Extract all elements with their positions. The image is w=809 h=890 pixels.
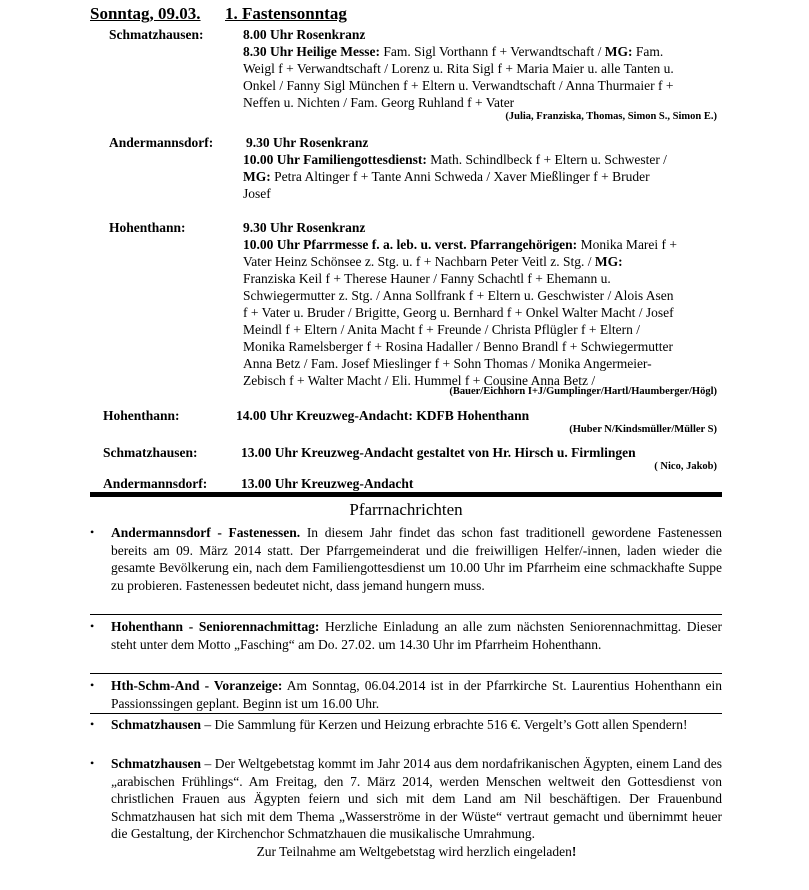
item-divider bbox=[90, 713, 722, 714]
news-item bbox=[90, 524, 722, 594]
mass-intentions: Anna Betz / Fam. Josef Mieslinger f + Sohn Thomas / Monika Angermeier- bbox=[243, 356, 652, 371]
sunday-header bbox=[90, 4, 347, 24]
news-item-text: – Die Sammlung für Kerzen und Heizung erbrachte 516 €. Vergelt’s Gott allen Spendern! bbox=[201, 717, 688, 732]
mass-intentions: Zebisch f + Walter Macht / Eli. Hummel f + Cousine Anna Betz / bbox=[243, 373, 596, 388]
ministrants-list: (Huber N/Kindsmüller/Müller S) bbox=[569, 424, 717, 435]
mass-intentions: Vater Heinz Schönsee z. Stg. u. f + Nachbarn Peter Veitl z. Stg. / bbox=[243, 254, 595, 269]
mass-intentions: Franziska Keil f + Therese Hauner / Fanny Schachtl f + Ehemann u. bbox=[243, 271, 611, 286]
ministrants-list: (Julia, Franziska, Thomas, Simon S., Simon E.) bbox=[505, 111, 717, 122]
way-of-cross-andermannsdorf: 13.00 Uhr Kreuzweg-Andacht bbox=[241, 476, 414, 491]
news-item bbox=[90, 618, 722, 653]
bullet-icon: • bbox=[90, 678, 95, 692]
mass-intentions: Fam. Sigl Vorthann f + Verwandtschaft / bbox=[379, 44, 605, 59]
news-item-text: In diesem Jahr findet das schon fast traditionell gewordene Fastenessen bereits am 09. März 2014 statt. Der Pfarrgemeinderat und die freiwilligen Helfer/-innen, laden wieder die gesamte Bevölkerung ein, nach dem Familiengottesdienst um 10.00 Uhr im Pfarrheim eine schmackhafte Suppe zu probieren. Fastenessen bedeutet nicht, dass jemand hungern muss. bbox=[111, 525, 722, 593]
mass-intentions: Weigl f + Verwandtschaft / Lorenz u. Rita Sigl f + Maria Maier u. alle Tanten u. bbox=[243, 61, 674, 76]
mg-label: MG: bbox=[604, 44, 633, 59]
location-schmatzhausen: Schmatzhausen: bbox=[103, 445, 198, 460]
rosary-time: 9.30 Uhr Rosenkranz bbox=[243, 220, 366, 235]
news-item bbox=[90, 716, 722, 734]
news-item-text: Herzliche Einladung an alle zum nächsten Seniorennachmittag. Dieser steht unter dem Motto „Fasching“ am Do. 27.02. um 14.30 Uhr im Pfarrheim Hohenthann. bbox=[111, 619, 722, 652]
rosary-time: 9.30 Uhr Rosenkranz bbox=[246, 135, 369, 150]
mass-intentions: Josef bbox=[243, 186, 271, 201]
news-item-heading: Andermannsdorf - Fastenessen. bbox=[111, 525, 301, 540]
event-block-schmatzhausen bbox=[243, 26, 723, 111]
ministrants-list: ( Nico, Jakob) bbox=[654, 461, 717, 472]
bullet-icon: • bbox=[90, 525, 95, 539]
header-date: Sonntag, 09.03. bbox=[90, 4, 201, 23]
news-item-heading: Schmatzhausen bbox=[111, 717, 202, 732]
section-divider bbox=[90, 492, 722, 497]
header-title: 1. Fastensonntag bbox=[225, 4, 347, 23]
news-item-text: – Der Weltgebetstag kommt im Jahr 2014 aus dem nordafrikanischen Ägypten, einem Land des „arabischen Frühlings“. Am Freitag, den 7. März 2014, werden Menschen weltweit den Gottesdienst von christlichen Frauen aus Ägypten feiern und sich mit dem Land am Nil beschäftigen. Der Frauenbund Schmatzhausen hat sich mit dem Thema „Wasserströme in der Wüste“ vertraut gemacht und übernimmt heuer die Gestaltung, der Kirchenchor Schmatzhauen die musikalische Umrahmung. bbox=[111, 756, 722, 841]
mass-intentions: Schwiegermutter z. Stg. / Anna Sollfrank f + Eltern u. Geschwister / Alois Asen bbox=[243, 288, 674, 303]
bullet-icon: • bbox=[90, 619, 95, 633]
rosary-time: 8.00 Uhr Rosenkranz bbox=[243, 27, 366, 42]
news-item bbox=[90, 755, 722, 860]
mass-intentions: Math. Schindlbeck f + Eltern u. Schwester / bbox=[426, 152, 667, 167]
mass-intentions: Monika Marei f + bbox=[577, 237, 678, 252]
news-item bbox=[90, 677, 722, 712]
mass-intentions: Fam. bbox=[632, 44, 664, 59]
location-andermannsdorf: Andermannsdorf: bbox=[103, 476, 208, 491]
location-hohenthann: Hohenthann: bbox=[109, 220, 186, 235]
mass-intentions: Neffen u. Nichten / Fam. Georg Ruhland f + Vater bbox=[243, 95, 515, 110]
mass-intentions: Onkel / Fanny Sigl München f + Eltern u. Verwandtschaft / Anna Thurmaier f + bbox=[243, 78, 674, 93]
event-block-hohenthann bbox=[243, 219, 723, 389]
way-of-cross-schmatzhausen: 13.00 Uhr Kreuzweg-Andacht gestaltet von Hr. Hirsch u. Firmlingen bbox=[241, 445, 636, 460]
way-of-cross-hohenthann: 14.00 Uhr Kreuzweg-Andacht: KDFB Hohenthann bbox=[236, 408, 530, 423]
mass-intentions: f + Vater u. Bruder / Brigitte, Georg u. Bernhard f + Onkel Walter Macht / Josef bbox=[243, 305, 674, 320]
news-item-heading: Schmatzhausen bbox=[111, 756, 202, 771]
closing-mark: ! bbox=[571, 843, 577, 859]
news-item-heading: Hth-Schm-And - Voranzeige: bbox=[111, 678, 283, 693]
closing-text: Zur Teilnahme am Weltgebetstag wird herzlich eingeladen bbox=[256, 843, 572, 859]
mg-label: MG: bbox=[594, 254, 623, 269]
mass-heading: 10.00 Uhr Pfarrmesse f. a. leb. u. verst. Pfarrangehörigen: bbox=[243, 237, 578, 252]
item-divider bbox=[90, 673, 722, 674]
location-schmatzhausen: Schmatzhausen: bbox=[109, 27, 204, 42]
closing-invitation bbox=[111, 843, 722, 861]
mg-label: MG: bbox=[243, 169, 271, 184]
mass-intentions: Petra Altinger f + Tante Anni Schweda / Xaver Mießlinger f + Bruder bbox=[270, 169, 650, 184]
mass-intentions: Monika Ramelsberger f + Rosina Hadaller / Benno Brandl f + Schwiegermutter bbox=[243, 339, 673, 354]
news-section-title: Pfarrnachrichten bbox=[349, 500, 463, 519]
ministrants-list: (Bauer/Eichhorn I+J/Gumplinger/Hartl/Haumberger/Högl) bbox=[449, 386, 717, 397]
mass-heading: 8.30 Uhr Heilige Messe: bbox=[243, 44, 380, 59]
bullet-icon: • bbox=[90, 756, 95, 770]
item-divider bbox=[90, 614, 722, 615]
event-block-andermannsdorf bbox=[243, 134, 723, 202]
mass-intentions: Meindl f + Eltern / Anita Macht f + Freunde / Christa Pflügler f + Eltern / bbox=[243, 322, 641, 337]
news-item-heading: Hohenthann - Seniorennachmittag: bbox=[111, 619, 320, 634]
mass-heading: 10.00 Uhr Familiengottesdienst: bbox=[243, 152, 427, 167]
location-andermannsdorf: Andermannsdorf: bbox=[109, 135, 214, 150]
bullet-icon: • bbox=[90, 717, 95, 731]
news-item-text: Am Sonntag, 06.04.2014 ist in der Pfarrkirche St. Laurentius Hohenthann ein Passionssingen geplant. Beginn ist um 16.00 Uhr. bbox=[111, 678, 722, 711]
location-hohenthann: Hohenthann: bbox=[103, 408, 180, 423]
